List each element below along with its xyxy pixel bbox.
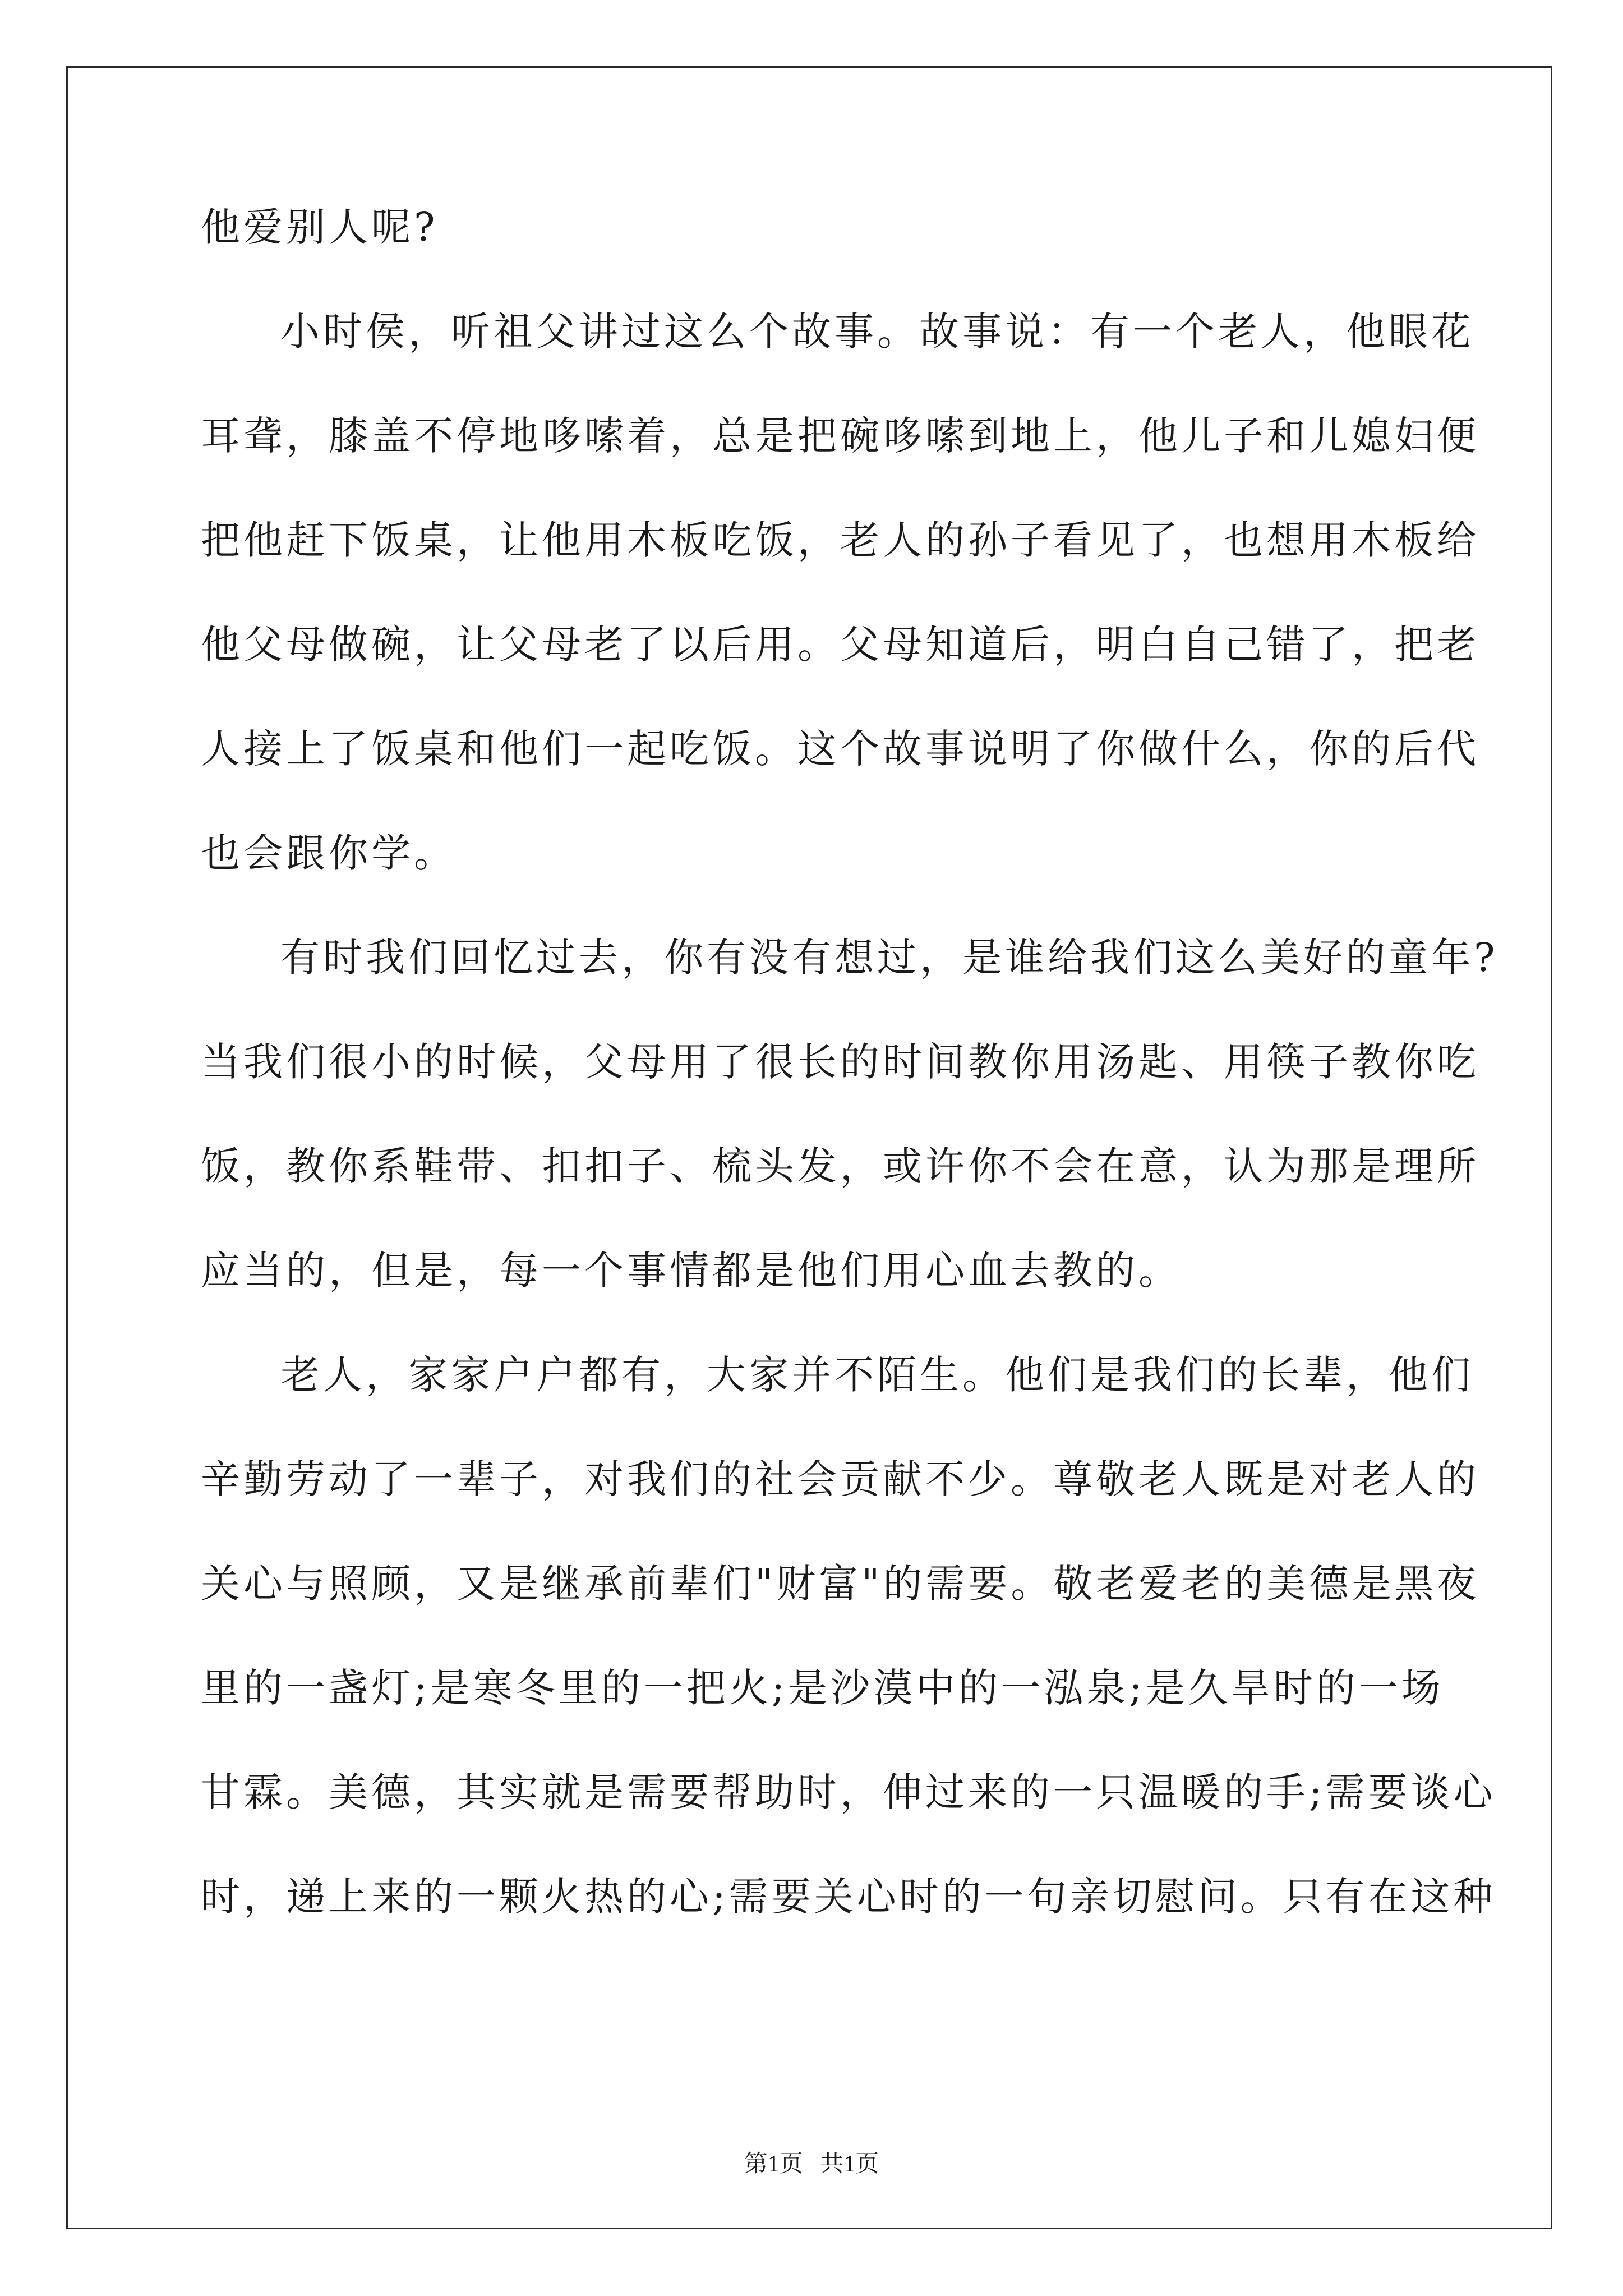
text-line: 饭，教你系鞋带、扣扣子、梳头发，或许你不会在意，认为那是理所 bbox=[201, 1143, 1479, 1189]
text-line: 耳聋，膝盖不停地哆嗦着，总是把碗哆嗦到地上，他儿子和儿媳妇便 bbox=[201, 413, 1479, 459]
text-line: 老人，家家户户都有，大家并不陌生。他们是我们的长辈，他们 bbox=[280, 1352, 1474, 1398]
page-total: 共1页 bbox=[820, 2151, 879, 2177]
text-line: 他爱别人呢? bbox=[201, 204, 439, 250]
text-line: 他父母做碗，让父母老了以后用。父母知道后，明白自己错了，把老 bbox=[201, 622, 1479, 668]
text-line: 甘霖。美德，其实就是需要帮助时，伸过来的一只温暖的手;需要谈心 bbox=[201, 1769, 1496, 1815]
text-line: 辛勤劳动了一辈子，对我们的社会贡献不少。尊敬老人既是对老人的 bbox=[201, 1456, 1479, 1502]
text-line: 有时我们回忆过去，你有没有想过，是谁给我们这么美好的童年? bbox=[280, 935, 1498, 981]
page-number: 第1页 bbox=[744, 2151, 803, 2177]
text-line: 当我们很小的时候，父母用了很长的时间教你用汤匙、用筷子教你吃 bbox=[201, 1039, 1479, 1085]
text-line: 把他赶下饭桌，让他用木板吃饭，老人的孙子看见了，也想用木板给 bbox=[201, 517, 1479, 563]
page-footer bbox=[0, 2147, 1623, 2181]
text-line: 人接上了饭桌和他们一起吃饭。这个故事说明了你做什么，你的后代 bbox=[201, 726, 1479, 772]
text-line: 应当的，但是，每一个事情都是他们用心血去教的。 bbox=[201, 1248, 1181, 1294]
text-line: 关心与照顾，又是继承前辈们"财富"的需要。敬老爱老的美德是黑夜 bbox=[201, 1561, 1480, 1607]
text-line: 里的一盏灯;是寒冬里的一把火;是沙漠中的一泓泉;是久旱时的一场 bbox=[201, 1665, 1444, 1711]
text-line: 小时侯，听祖父讲过这么个故事。故事说：有一个老人，他眼花 bbox=[280, 309, 1474, 355]
text-line: 也会跟你学。 bbox=[201, 830, 457, 876]
text-line: 时，递上来的一颗火热的心;需要关心时的一句亲切慰问。只有在这种 bbox=[201, 1874, 1496, 1920]
